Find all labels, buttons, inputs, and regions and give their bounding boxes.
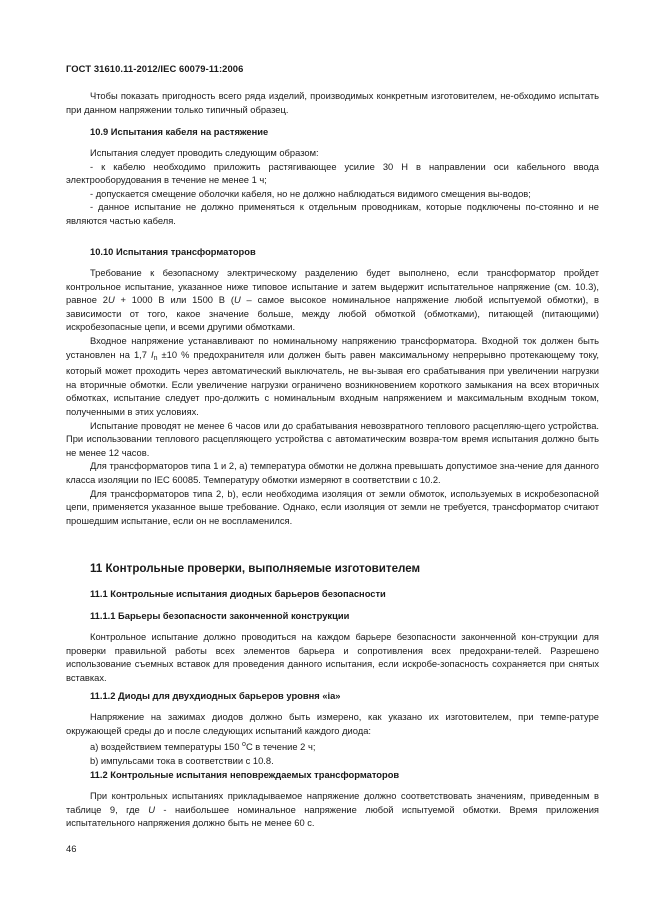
- paragraph: Контрольное испытание должно проводиться на каждом барьере безопасности законченной кон-струкции для проверки правильной работы всех элементов барьера и сопротивления всех предохрани-телей. Разрешено использование съемных вставок для проведения данного испытания, если искробе-зопасность сохраняется при снятых вставках.: [66, 632, 599, 683]
- page-number: 46: [66, 843, 77, 854]
- intro-paragraph: [66, 90, 599, 117]
- document-header: ГОСТ 31610.11-2012/IEC 60079-11:2006: [66, 63, 244, 74]
- paragraph: Напряжение на зажимах диодов должно быть измерено, как указано их изготовителем, при темпе-ратуре окружающей среды до и после следующих испытаний каждого диода:: [66, 712, 599, 736]
- section-title-11-1-1: 11.1.1 Барьеры безопасности законченной конструкции: [90, 611, 350, 621]
- paragraph: Испытания следует проводить следующим образом:: [90, 148, 319, 158]
- list-item: - данное испытание не должно применяться к отдельным проводникам, которые подключены по-стоянно и не являются частью кабеля.: [66, 202, 599, 226]
- paragraph: Требование к безопасному электрическому разделению будет выполнено, если трансформатор пройдет контрольное испытание, указанное ниже типовое испытание и затем выдержит испытательное напряжение (см. 10.3), равное 2U + 1000 В или 1500 В (U – самое высокое номинальное напряжение любой испытуемой обмотки), в зависимости от того, какое значение больше, между любой обмоткой (обмотками), питающей (питающими) искробезопасные цепи, и всеми другими обмотками.: [66, 268, 600, 333]
- section-11-1-2-body: [66, 711, 599, 768]
- section-title-11: 11 Контрольные проверки, выполняемые изготовителем: [90, 562, 421, 575]
- section-title-10-9: 10.9 Испытания кабеля на растяжение: [90, 127, 269, 137]
- paragraph: Испытание проводят не менее 6 часов или до срабатывания невозвратного теплового расцепляю-щего устройства. При использовании теплового расцепляющего устройства с автоматическим возвра-том время испытания должно быть не менее 12 часов.: [66, 420, 599, 458]
- section-title-10-10: 10.10 Испытания трансформаторов: [90, 247, 256, 257]
- section-11-2-body: [66, 790, 599, 831]
- list-item: b) импульсами тока в соответствии с 10.8.: [90, 755, 274, 766]
- section-title-11-1: 11.1 Контрольные испытания диодных барьеров безопасности: [90, 589, 386, 599]
- section-10-10-body: [66, 267, 599, 528]
- section-11-1-1-body: [66, 631, 599, 685]
- list-item: - к кабелю необходимо приложить растягивающее усилие 30 Н в направлении оси кабельного ввода электрооборудования в течение не менее 1 ч;: [66, 161, 599, 186]
- list-item: а) воздействием температуры 150 $^о$С в течение 2 ч;: [90, 741, 316, 753]
- paragraph: Для трансформаторов типа 1 и 2, а) температура обмотки не должна превышать допустимое зна-чение для данного класса изоляции по IEC 60085. Температуру обмотки измеряют в соответствии с 10.2.: [66, 461, 599, 485]
- section-title-11-1-2: 11.1.2 Диоды для двухдиодных барьеров уровня «ia»: [90, 691, 341, 701]
- paragraph: Входное напряжение устанавливают по номинальному напряжению трансформатора. Входной ток должен быть установлен на 1,7 $I_n \pm 10$ % предохранителя или должен быть равен максимальному непрерывно протекающему току, который может проходить через автоматический выключатель, не вы-зывая его срабатывания при увеличении нагрузки на вторичные обмотки. Если увеличение нагрузки ограничено возникновением короткого замыкания на всех вторичных обмотках, испытание следует про-должить с номинальным входным напряжением и максимальным входным током, полученными в этих условиях.: [66, 335, 599, 417]
- section-10-9-body: [66, 147, 599, 229]
- paragraph: Для трансформаторов типа 2, b), если необходима изоляция от земли обмоток, используемых в искробезопасной цепи, применяется указанное выше требование. Однако, если изоляция от земли не требуется, трансформатор считают прошедшим испытание, если он не воспламенился.: [66, 488, 599, 526]
- section-title-11-2: 11.2 Контрольные испытания неповреждаемых трансформаторов: [90, 770, 400, 780]
- paragraph: При контрольных испытаниях прикладываемое напряжение должно соответствовать значениям, приведенным в таблице 9, где U - наибольшее номинальное напряжение любой испытуемой обмотки. Время приложения испытательного напряжения должно быть не менее 60 с.: [66, 791, 599, 829]
- paragraph: Чтобы показать пригодность всего ряда изделий, производимых конкретным изготовителем, не-обходимо испытать при данном напряжении только типичный образец.: [66, 91, 599, 115]
- list-item: - допускается смещение оболочки кабеля, но не должно наблюдаться видимого смещения вы-водов;: [90, 188, 531, 199]
